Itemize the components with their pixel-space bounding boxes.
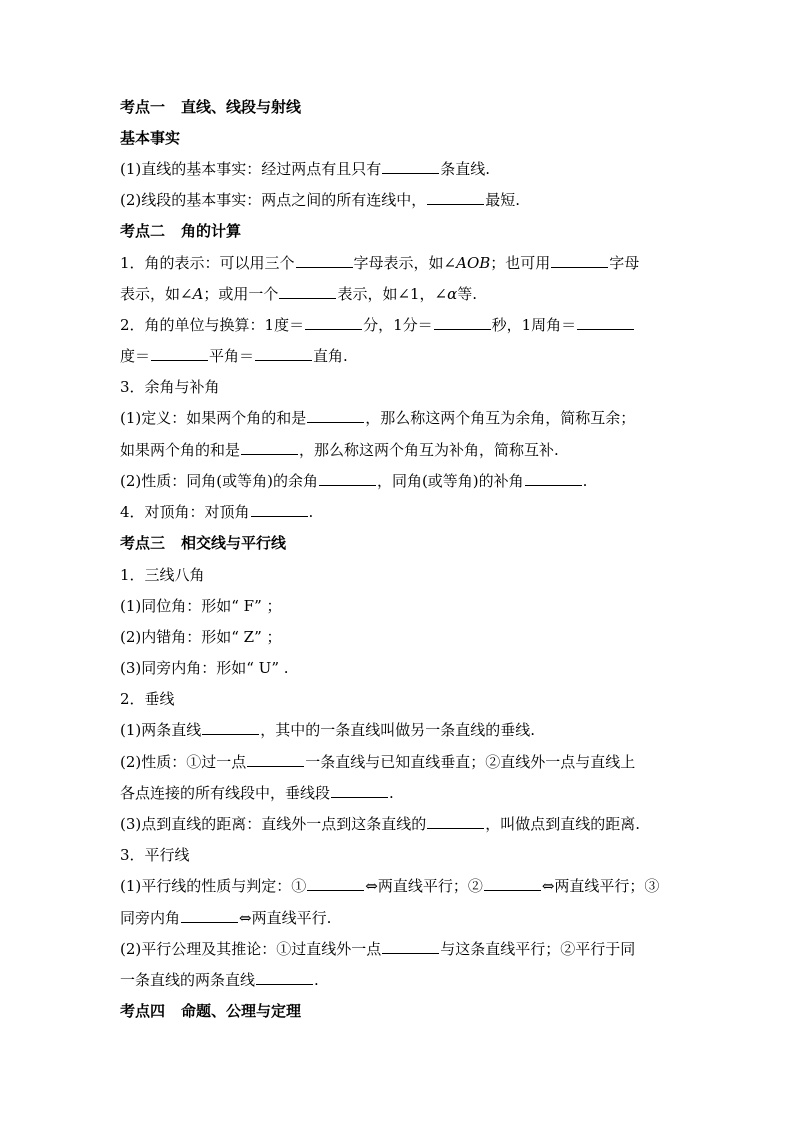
subheading: 3．余角与补角	[120, 378, 220, 396]
answer-blank[interactable]	[241, 440, 298, 455]
section-1-heading	[120, 97, 301, 117]
subheading: 3．平行线	[120, 846, 190, 864]
paragraph: (2)性质：①过一点 一条直线与已知直线垂直；②直线外一点与直线上	[120, 753, 636, 771]
paragraph: 一条直线的两条直线 .	[120, 971, 319, 989]
paragraph: 如果两个角的和是 ，那么称这两个角互为补角，简称互补.	[120, 441, 559, 459]
paragraph: (3)同旁内角：形如“ U” .	[120, 659, 289, 677]
paragraph: 1．角的表示：可以用三个 字母表示，如∠AOB；也可用 字母	[120, 254, 640, 272]
answer-blank[interactable]	[382, 159, 439, 174]
section-number: 考点一	[120, 98, 166, 116]
paragraph: (2)平行公理及其推论：①过直线外一点 与这条直线平行；②平行于同	[120, 940, 636, 958]
answer-blank[interactable]	[551, 253, 608, 268]
section-number: 考点四	[120, 1002, 166, 1020]
subheading: 2．垂线	[120, 690, 175, 708]
answer-blank[interactable]	[181, 908, 238, 923]
answer-blank[interactable]	[256, 970, 313, 985]
paragraph: 2．角的单位与换算：1度＝ 分，1分＝ 秒，1周角＝	[120, 315, 635, 335]
paragraph: (2)线段的基本事实：两点之间的所有连线中， 最短.	[120, 191, 521, 209]
paragraph: 同旁内角 ⇔两直线平行.	[120, 909, 332, 927]
answer-blank[interactable]	[331, 783, 388, 798]
answer-blank[interactable]	[307, 408, 364, 423]
answer-blank[interactable]	[151, 346, 208, 361]
answer-blank[interactable]	[307, 876, 364, 891]
paragraph: (1)平行线的性质与判定：① ⇔两直线平行；② ⇔两直线平行；③	[120, 877, 660, 895]
paragraph: (1)两条直线 ，其中的一条直线叫做另一条直线的垂线.	[120, 721, 536, 739]
subheading-basic-facts: 基本事实	[120, 129, 181, 147]
answer-blank[interactable]	[525, 471, 582, 486]
answer-blank[interactable]	[319, 471, 376, 486]
paragraph: 各点连接的所有线段中，垂线段 .	[120, 784, 394, 802]
answer-blank[interactable]	[484, 876, 541, 891]
paragraph: 4．对顶角：对顶角 .	[120, 503, 314, 521]
subheading: 1．三线八角	[120, 566, 205, 584]
paragraph: 表示，如∠A；或用一个 表示，如∠1，∠α等.	[120, 285, 478, 303]
section-title: 相交线与平行线	[181, 534, 287, 552]
answer-blank[interactable]	[296, 253, 353, 268]
section-4-heading	[120, 1001, 301, 1021]
section-number: 考点二	[120, 222, 166, 240]
paragraph: (2)性质：同角(或等角)的余角 ，同角(或等角)的补角 .	[120, 472, 588, 490]
section-title: 角的计算	[181, 222, 242, 240]
section-title: 命题、公理与定理	[181, 1002, 302, 1020]
answer-blank[interactable]	[427, 814, 484, 829]
section-number: 考点三	[120, 534, 166, 552]
answer-blank[interactable]	[202, 720, 259, 735]
section-title: 直线、线段与射线	[181, 98, 302, 116]
answer-blank[interactable]	[434, 315, 491, 330]
paragraph: (1)直线的基本事实：经过两点有且只有 条直线.	[120, 160, 491, 178]
section-3-heading	[120, 533, 286, 553]
section-2-heading	[120, 221, 241, 241]
paragraph: 度＝ 平角＝ 直角.	[120, 347, 348, 365]
answer-blank[interactable]	[577, 315, 634, 330]
answer-blank[interactable]	[247, 752, 304, 767]
paragraph: (3)点到直线的距离：直线外一点到这条直线的 ，叫做点到直线的距离.	[120, 815, 641, 833]
answer-blank[interactable]	[255, 346, 312, 361]
answer-blank[interactable]	[305, 315, 362, 330]
paragraph: (2)内错角：形如“ Z” ；	[120, 628, 282, 646]
paragraph: (1)定义：如果两个角的和是 ，那么称这两个角互为余角，简称互余；	[120, 409, 636, 427]
answer-blank[interactable]	[279, 284, 336, 299]
paragraph: (1)同位角：形如“ F” ；	[120, 597, 282, 615]
answer-blank[interactable]	[251, 502, 308, 517]
answer-blank[interactable]	[382, 939, 439, 954]
answer-blank[interactable]	[427, 190, 484, 205]
